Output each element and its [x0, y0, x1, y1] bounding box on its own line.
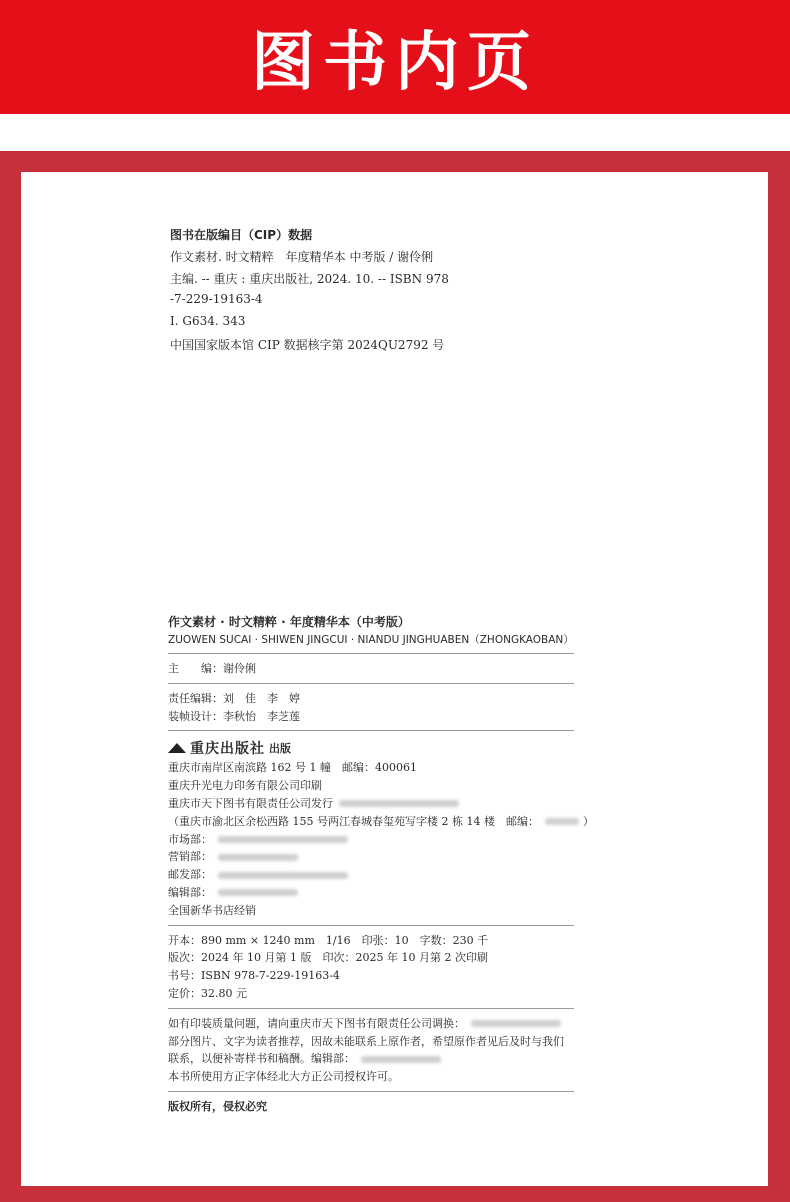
blurred-url [339, 800, 459, 807]
divider [168, 730, 574, 731]
publisher-address: 重庆市南岸区南滨路 162 号 1 幢 邮编：400061 [168, 761, 417, 775]
divider [168, 1008, 574, 1009]
quality-note-text: 如有印装质量问题，请向重庆市天下图书有限责任公司调换： [168, 1016, 465, 1030]
author-note: 部分图片、文字为读者推荐，因故未能联系上原作者，希望原作者见后及时与我们 [168, 1034, 564, 1048]
banner-title: 图书内页 [251, 26, 539, 100]
cip-line: 作文素材. 时文精粹 年度精华本 中考版 / 谢伶俐 [170, 250, 434, 264]
mail-dept-label: 邮发部： [168, 868, 212, 882]
blurred-postcode [545, 818, 579, 825]
divider [168, 683, 574, 684]
blurred-phone [218, 854, 298, 861]
publisher-logo [168, 737, 574, 759]
mail-dept [168, 866, 574, 884]
printer: 重庆升光电力印务有限公司印刷 [168, 779, 322, 793]
editor-in-chief: 主 编：谢伶俐 [168, 662, 256, 675]
copyright-info [168, 612, 594, 1116]
cip-line: 主编. -- 重庆 : 重庆出版社, 2024. 10. -- ISBN 978 [170, 272, 449, 286]
publisher-triangle-icon [168, 743, 186, 753]
cip-line: -7-229-19163-4 [170, 292, 263, 306]
cover-designer: 装帧设计：李秋怡 李芝莲 [168, 709, 300, 723]
book-title-zh: 作文素材 · 时文精粹 · 年度精华本（中考版） [168, 615, 410, 629]
nationwide-distribution: 全国新华书店经销 [168, 903, 256, 917]
blurred-phone [218, 872, 348, 879]
market-dept-label: 市场部： [168, 832, 212, 846]
page-banner [0, 0, 790, 114]
distributor [168, 795, 574, 813]
distributor-address [168, 813, 594, 831]
distributor-text: 重庆市天下图书有限责任公司发行 [168, 796, 333, 810]
sales-dept [168, 848, 574, 866]
cip-heading: 图书在版编目（CIP）数据 [170, 228, 313, 242]
cip-line: Ⅰ. G634. 343 [170, 314, 246, 328]
price-spec: 定价：32.80 元 [168, 986, 247, 1000]
blurred-phone [218, 836, 348, 843]
cip-line: 中国国家版本馆 CIP 数据核字第 2024QU2792 号 [170, 338, 445, 352]
publisher-name: 重庆出版社 [190, 741, 265, 758]
blurred-phone [361, 1056, 441, 1063]
quality-note [168, 1015, 574, 1033]
book-title-en: ZUOWEN SUCAI · SHIWEN JINGCUI · NIANDU JINGHUABEN（ZHONGKAOBAN） [168, 634, 574, 646]
responsible-editor: 责任编辑：刘 佳 李 婷 [168, 691, 300, 705]
format-spec: 开本：890 mm × 1240 mm 1/16 印张：10 字数：230 千 [168, 933, 489, 947]
blurred-phone [218, 889, 298, 896]
font-license-note: 本书所使用方正字体经北大方正公司授权许可。 [168, 1070, 399, 1084]
edit-dept [168, 884, 574, 902]
isbn-spec: 书号：ISBN 978-7-229-19163-4 [168, 969, 340, 983]
divider [168, 1091, 574, 1092]
divider [168, 925, 574, 926]
divider [168, 653, 574, 654]
edit-dept-label: 编辑部： [168, 885, 212, 899]
market-dept [168, 831, 574, 849]
blurred-phone [471, 1020, 561, 1027]
distributor-address-text: （重庆市渝北区余松西路 155 号两江春城春玺苑写字楼 2 栋 14 楼 邮编： [168, 814, 539, 828]
sales-dept-label: 营销部： [168, 850, 212, 864]
contact-note [168, 1050, 574, 1068]
distributor-address-end: ） [582, 814, 594, 828]
edition-spec: 版次：2024 年 10 月第 1 版 印次：2025 年 10 月第 2 次印刷 [168, 951, 488, 965]
rights-notice: 版权所有，侵权必究 [168, 1099, 267, 1113]
contact-note-text: 联系，以便补寄样书和稿酬。编辑部： [168, 1052, 355, 1066]
publisher-suffix: 出版 [269, 742, 291, 756]
